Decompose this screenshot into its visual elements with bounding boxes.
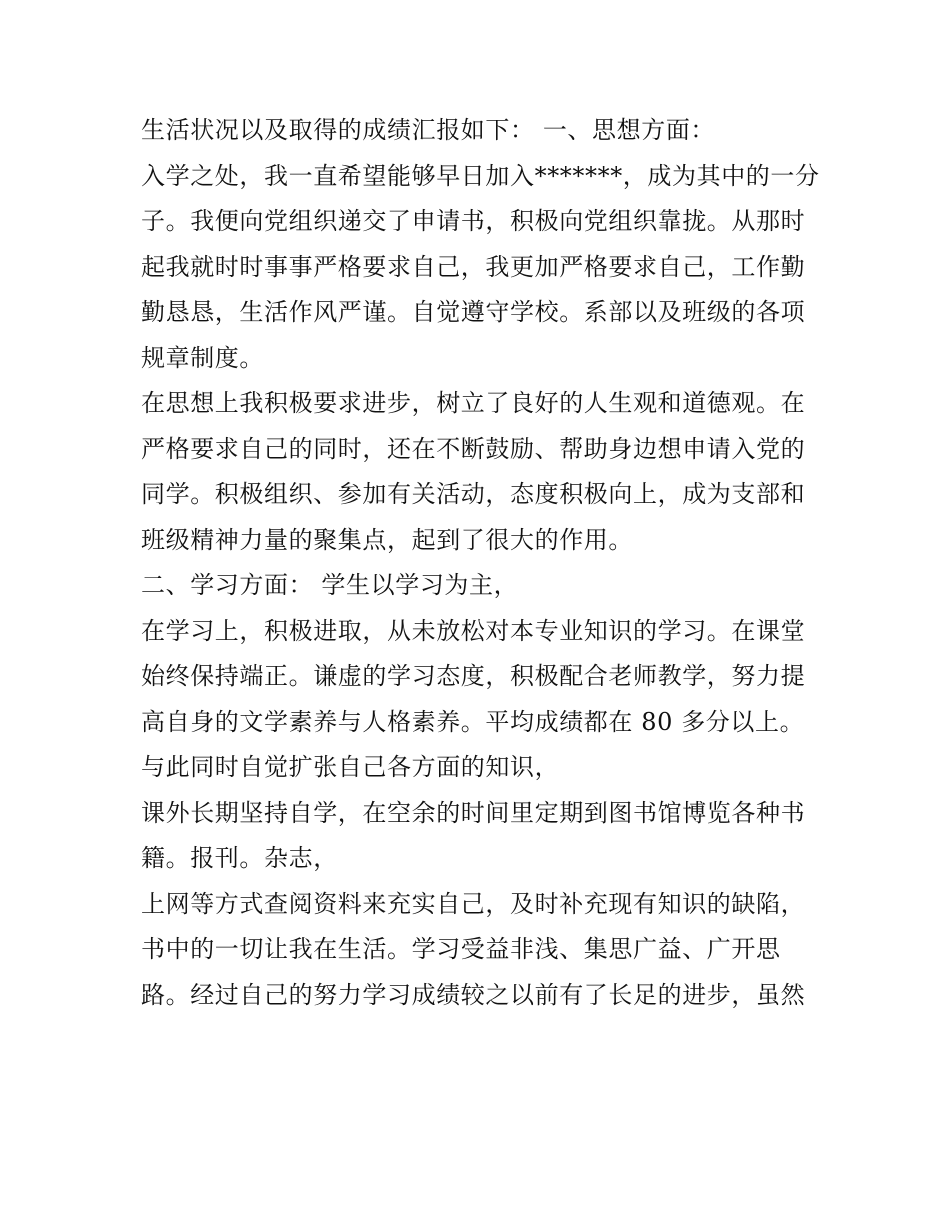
- text-line: 在思想上我积极要求进步，树立了良好的人生观和道德观。在: [141, 389, 806, 417]
- text-line: 严格要求自己的同时，还在不断鼓励、帮助身边想申请入党的: [141, 434, 806, 463]
- text-line: 班级精神力量的聚集点，起到了很大的作用。: [141, 525, 633, 554]
- text-line: 课外长期坚持自学，在空余的时间里定期到图书馆博览各种书: [141, 798, 806, 827]
- text-line: 生活状况以及取得的成绩汇报如下： 一、思想方面：: [141, 116, 716, 144]
- text-line: 同学。积极组织、参加有关活动，态度积极向上，成为支部和: [141, 480, 806, 508]
- text-line: 子。我便向党组织递交了申请书，积极向党组织靠拢。从那时: [141, 207, 806, 235]
- text-line: 上网等方式查阅资料来充实自己，及时补充现有知识的缺陷，: [141, 889, 806, 918]
- text-line: 勤恳恳，生活作风严谨。自觉遵守学校。系部以及班级的各项: [141, 298, 806, 326]
- text-line: 高自身的文学素养与人格素养。平均成绩都在 80 多分以上。: [141, 707, 805, 736]
- text-line: 二、学习方面： 学生以学习为主，: [141, 571, 519, 599]
- text-line: 入学之处，我一直希望能够早日加入*******，成为其中的一分: [141, 161, 820, 190]
- text-line: 始终保持端正。谦虚的学习态度，积极配合老师教学，努力提: [141, 662, 806, 690]
- text-line: 规章制度。: [141, 343, 264, 372]
- text-line: 籍。报刊。杂志，: [141, 844, 338, 872]
- text-line: 起我就时时事事严格要求自己，我更加严格要求自己，工作勤: [141, 252, 806, 281]
- text-line: 路。经过自己的努力学习成绩较之以前有了长足的进步，虽然: [141, 980, 806, 1009]
- text-line: 书中的一切让我在生活。学习受益非浅、集思广益、广开思: [141, 935, 781, 963]
- text-line: 与此同时自觉扩张自己各方面的知识，: [141, 753, 560, 781]
- text-line: 在学习上，积极进取，从未放松对本专业知识的学习。在课堂: [141, 616, 806, 645]
- document-body: [141, 108, 821, 1018]
